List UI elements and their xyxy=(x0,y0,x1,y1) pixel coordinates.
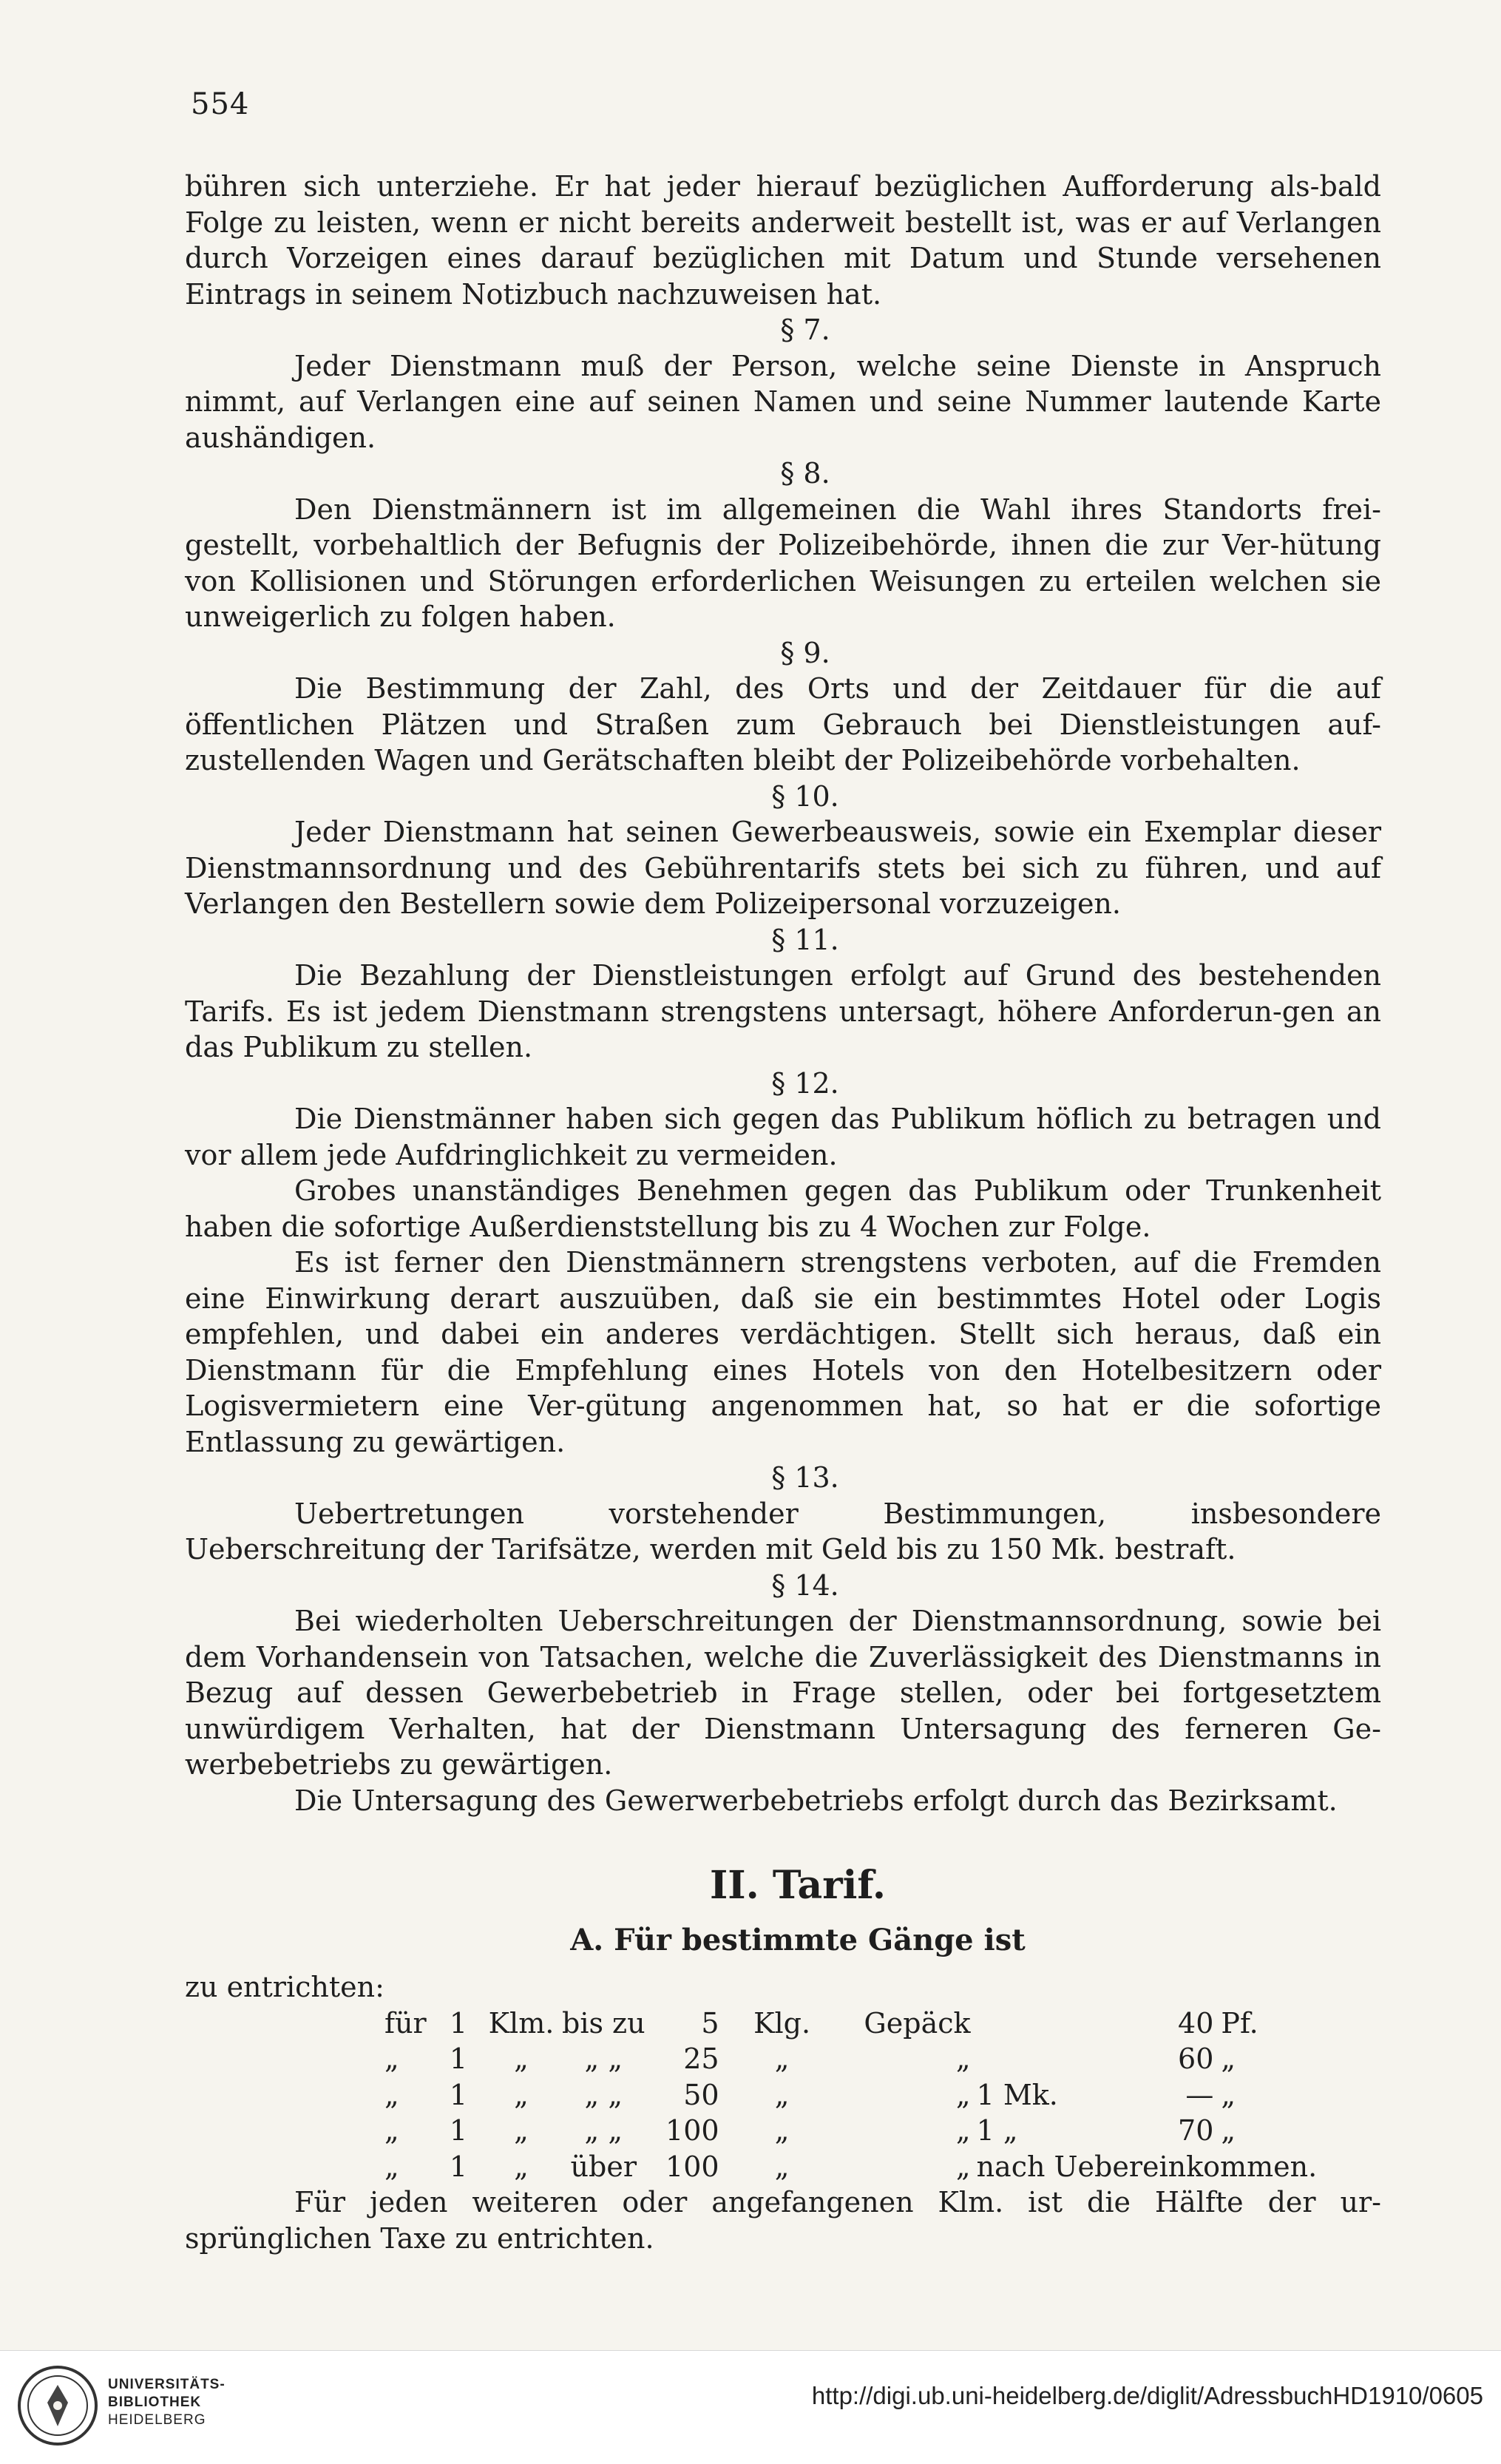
source-url-link[interactable]: http://digi.ub.uni-heidelberg.de/diglit/AdressbuchHD1910/0605 xyxy=(811,2382,1483,2409)
logo-line: HEIDELBERG xyxy=(108,2412,206,2428)
page-number: 554 xyxy=(191,87,250,121)
tarif-cell: Klm. xyxy=(488,2006,555,2040)
tarif-cell: nach Uebereinkommen. xyxy=(976,2150,1318,2183)
tarif-cell: „ xyxy=(955,2150,971,2183)
tarif-cell xyxy=(971,2006,1124,2042)
university-seal-icon xyxy=(16,2364,99,2447)
tarif-cell: bis zu xyxy=(562,2006,646,2040)
paragraph: Jeder Dienstmann muß der Person, welche seine Dienste in Anspruch nimmt, auf Verlangen eine auf seinen Namen und seine Nummer lautende Karte aushändigen. xyxy=(185,349,1381,454)
body-text xyxy=(185,169,1381,2256)
tarif-cell: „ xyxy=(384,2042,399,2075)
paragraph: Die Dienstmänner haben sich gegen das Publikum höflich zu betragen und vor allem jede Aufdringlichkeit zu vermeiden. xyxy=(185,1103,1381,1171)
paragraph: Jeder Dienstmann hat seinen Gewerbeausweis, sowie ein Exemplar dieser Dienstmannsordnung und des Gebührentarifs stets bei sich zu führen, und auf Verlangen den Bestellern sowie dem Polizeipersonal vorzuzeigen. xyxy=(185,816,1381,920)
tarif-cell: „ xyxy=(774,2150,790,2183)
tarif-cell: „ xyxy=(514,2114,529,2147)
section-heading: § 11. xyxy=(771,923,839,956)
tarif-cell: „ xyxy=(1221,2114,1236,2147)
tarif-cell: 1 xyxy=(449,2042,468,2075)
section-gap xyxy=(185,1818,1381,1863)
tarif-row xyxy=(384,2077,1317,2113)
tarif-cell: 60 xyxy=(1178,2042,1214,2075)
paragraph: Die Untersagung des Gewerwerbebetriebs erfolgt durch das Bezirksamt. xyxy=(294,1784,1338,1817)
tarif-cell: „ xyxy=(514,2078,529,2111)
tarif-row xyxy=(384,2006,1317,2042)
tarif-cell: für xyxy=(384,2006,427,2040)
tarif-cell: 100 xyxy=(665,2150,719,2183)
tarif-row xyxy=(384,2041,1317,2077)
logo-line: UNIVERSITÄTS- xyxy=(108,2377,226,2392)
section-heading: § 7. xyxy=(780,314,830,346)
paragraph: Den Dienstmännern ist im allgemeinen die Wahl ihres Standorts frei-gestellt, vorbehaltlich der Befugnis der Polizeibehörde, ihnen die zur Ver-hütung von Kollisionen und Störungen erforderlichen Weisungen zu erteilen welchen sie unweigerlich zu folgen haben. xyxy=(185,493,1381,633)
tarif-cell: „ xyxy=(955,2042,971,2075)
tarif-cell: „ „ xyxy=(584,2042,623,2075)
tarif-closing: Für jeden weiteren oder angefangenen Klm. ist die Hälfte der ur-sprünglichen Taxe zu entrichten. xyxy=(185,2186,1381,2255)
tarif-cell: 5 xyxy=(701,2006,719,2040)
section-heading: § 13. xyxy=(771,1461,839,1494)
tarif-row xyxy=(384,2149,1317,2185)
tarif-cell: „ xyxy=(955,2114,971,2147)
tarif-cell: 1 xyxy=(449,2006,468,2040)
tarif-cell: 70 xyxy=(1178,2114,1214,2147)
subsection-title: A. Für bestimmte Gänge ist xyxy=(570,1923,1026,1957)
tarif-cell: Pf. xyxy=(1221,2006,1258,2040)
tarif-intro: zu entrichten: xyxy=(185,1971,384,2003)
tarif-cell: 1 „ xyxy=(976,2114,1018,2147)
paragraph: bühren sich unterziehe. Er hat jeder hierauf bezüglichen Aufforderung als-bald Folge zu leisten, wenn er nicht bereits anderweit bestellt ist, was er auf Verlangen durch Vorzeigen eines darauf bezüglichen mit Datum und Stunde versehenen Eintrags in seinem Notizbuch nachzuweisen hat. xyxy=(185,170,1381,311)
tarif-cell: 1 xyxy=(449,2078,468,2111)
tarif-section xyxy=(185,1863,1381,2256)
tarif-cell: 1 xyxy=(449,2150,468,2183)
paragraph: Grobes unanständiges Benehmen gegen das Publikum oder Trunkenheit haben die sofortige Außerdienststellung bis zu 4 Wochen zur Folge. xyxy=(185,1174,1381,1243)
tarif-cell: 40 xyxy=(1178,2006,1214,2040)
library-footer xyxy=(0,2350,1501,2464)
section-heading: § 8. xyxy=(780,457,830,490)
library-logo-text xyxy=(108,2376,226,2429)
tarif-cell: „ „ xyxy=(584,2114,623,2147)
paragraph: Die Bestimmung der Zahl, des Orts und der Zeitdauer für die auf öffentlichen Plätzen und Straßen zum Gebrauch bei Dienstleistungen auf-zustellenden Wagen und Gerätschaften bleibt der Polizeibehörde vorbehalten. xyxy=(185,672,1381,776)
tarif-cell: „ xyxy=(384,2150,399,2183)
tarif-cell: — xyxy=(1185,2078,1214,2111)
tarif-cell: 1 xyxy=(449,2114,468,2147)
section-heading: § 10. xyxy=(771,779,839,813)
tarif-cell: „ xyxy=(774,2114,790,2147)
tarif-cell: „ xyxy=(384,2078,399,2111)
tarif-cell: „ xyxy=(774,2042,790,2075)
paragraph: Bei wiederholten Ueberschreitungen der Dienstmannsordnung, sowie bei dem Vorhandensein von Tatsachen, welche die Zuverlässigkeit des Dienstmanns in Bezug auf dessen Gewerbebetrieb in Frage stellen, oder bei fortgesetztem unwürdigem Verhalten, hat der Dienstmann Untersagung des ferneren Ge-werbebetriebs zu gewärtigen. xyxy=(185,1605,1381,1781)
paragraph: Die Bezahlung der Dienstleistungen erfolgt auf Grund des bestehenden Tarifs. Es ist jedem Dienstmann strengstens untersagt, höhere Anforderun-gen an das Publikum zu stellen. xyxy=(185,959,1381,1063)
tarif-cell: „ xyxy=(1221,2042,1236,2075)
section-heading: § 12. xyxy=(771,1066,839,1100)
tarif-cell: „ xyxy=(774,2078,790,2111)
section-heading: § 9. xyxy=(780,636,830,669)
tarif-cell: „ „ xyxy=(584,2078,623,2111)
tarif-cell: „ xyxy=(384,2114,399,2147)
tarif-cell: 25 xyxy=(683,2042,719,2075)
paragraph: Es ist ferner den Dienstmännern strengstens verboten, auf die Fremden eine Einwirkung derart auszuüben, daß sie ein bestimmtes Hotel oder Logis empfehlen, und dabei ein anderes verdächtigen. Stellt sich heraus, daß ein Dienstmann für die Empfehlung eines Hotels von den Hotelbesitzern oder Logisvermietern eine Ver-gütung angenommen hat, so hat er die sofortige Entlassung zu gewärtigen. xyxy=(185,1246,1381,1458)
tarif-cell: „ xyxy=(1221,2078,1236,2111)
paragraph: Uebertretungen vorstehender Bestimmungen, insbesondere Ueberschreitung der Tarifsätze, werden mit Geld bis zu 150 Mk. bestraft. xyxy=(185,1497,1381,1566)
logo-line: BIBLIOTHEK xyxy=(108,2394,202,2410)
tarif-table xyxy=(384,2006,1317,2185)
tarif-cell: Klg. xyxy=(753,2006,811,2040)
tarif-cell: 1 Mk. xyxy=(976,2078,1058,2111)
tarif-cell: 100 xyxy=(665,2114,719,2147)
tarif-cell: „ xyxy=(955,2078,971,2111)
tarif-row xyxy=(384,2113,1317,2149)
tarif-cell: über xyxy=(570,2150,637,2183)
tarif-cell: 50 xyxy=(683,2078,719,2111)
tarif-cell: Gepäck xyxy=(864,2006,971,2040)
section-title: II. Tarif. xyxy=(709,1863,887,1908)
paragraphs-container xyxy=(185,169,1381,1818)
tarif-cell: „ xyxy=(514,2150,529,2183)
section-heading: § 14. xyxy=(771,1568,839,1602)
tarif-cell xyxy=(971,2041,1124,2077)
tarif-cell: „ xyxy=(514,2042,529,2075)
